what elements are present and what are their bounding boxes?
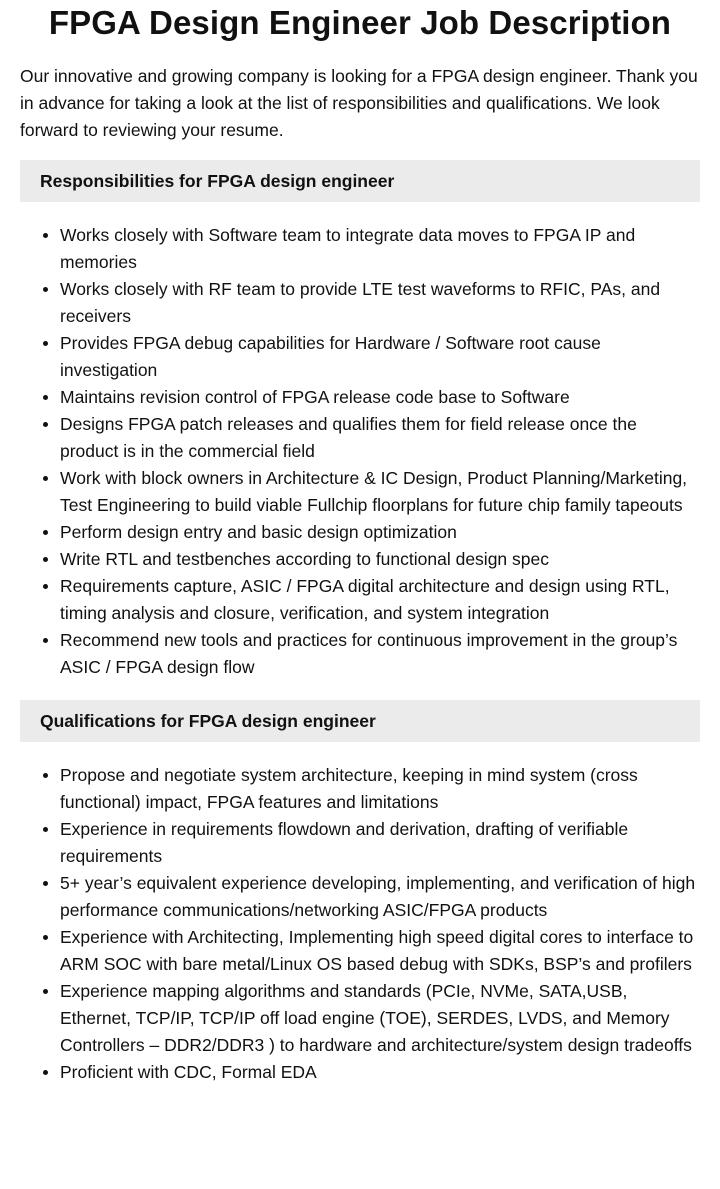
list-item: Proficient with CDC, Formal EDA — [60, 1059, 700, 1086]
list-item: Maintains revision control of FPGA release code base to Software — [60, 384, 700, 411]
list-item: Recommend new tools and practices for continuous improvement in the group’s ASIC / FPGA design flow — [60, 627, 700, 681]
list-item: Designs FPGA patch releases and qualifies them for field release once the product is in the commercial field — [60, 411, 700, 465]
list-item: Experience in requirements flowdown and derivation, drafting of verifiable requirements — [60, 816, 700, 870]
list-item: Write RTL and testbenches according to functional design spec — [60, 546, 700, 573]
list-item: Requirements capture, ASIC / FPGA digital architecture and design using RTL, timing analysis and closure, verification, and system integration — [60, 573, 700, 627]
list-item: Experience mapping algorithms and standards (PCIe, NVMe, SATA,USB, Ethernet, TCP/IP, TCP/IP off load engine (TOE), SERDES, LVDS, and Memory Controllers – DDR2/DDR3 ) to hardware and architecture/system design tradeoffs — [60, 978, 700, 1059]
list-item: Perform design entry and basic design optimization — [60, 519, 700, 546]
list-item: Propose and negotiate system architecture, keeping in mind system (cross functional) impact, FPGA features and limitations — [60, 762, 700, 816]
list-item: Work with block owners in Architecture & IC Design, Product Planning/Marketing, Test Engineering to build viable Fullchip floorplans for future chip family tapeouts — [60, 465, 700, 519]
list-item: Experience with Architecting, Implementing high speed digital cores to interface to ARM SOC with bare metal/Linux OS based debug with SDKs, BSP’s and profilers — [60, 924, 700, 978]
responsibilities-heading: Responsibilities for FPGA design engineer — [20, 160, 700, 202]
qualifications-list — [20, 762, 700, 1086]
list-item: Provides FPGA debug capabilities for Hardware / Software root cause investigation — [60, 330, 700, 384]
responsibilities-list — [20, 222, 700, 681]
list-item: Works closely with Software team to integrate data moves to FPGA IP and memories — [60, 222, 700, 276]
list-item: 5+ year’s equivalent experience developing, implementing, and verification of high performance communications/networking ASIC/FPGA products — [60, 870, 700, 924]
qualifications-heading: Qualifications for FPGA design engineer — [20, 700, 700, 742]
page-title: FPGA Design Engineer Job Description — [48, 4, 672, 41]
intro-paragraph: Our innovative and growing company is looking for a FPGA design engineer. Thank you in advance for taking a look at the list of responsibilities and qualifications. We look forward to reviewing your resume. — [20, 66, 698, 140]
list-item: Works closely with RF team to provide LTE test waveforms to RFIC, PAs, and receivers — [60, 276, 700, 330]
